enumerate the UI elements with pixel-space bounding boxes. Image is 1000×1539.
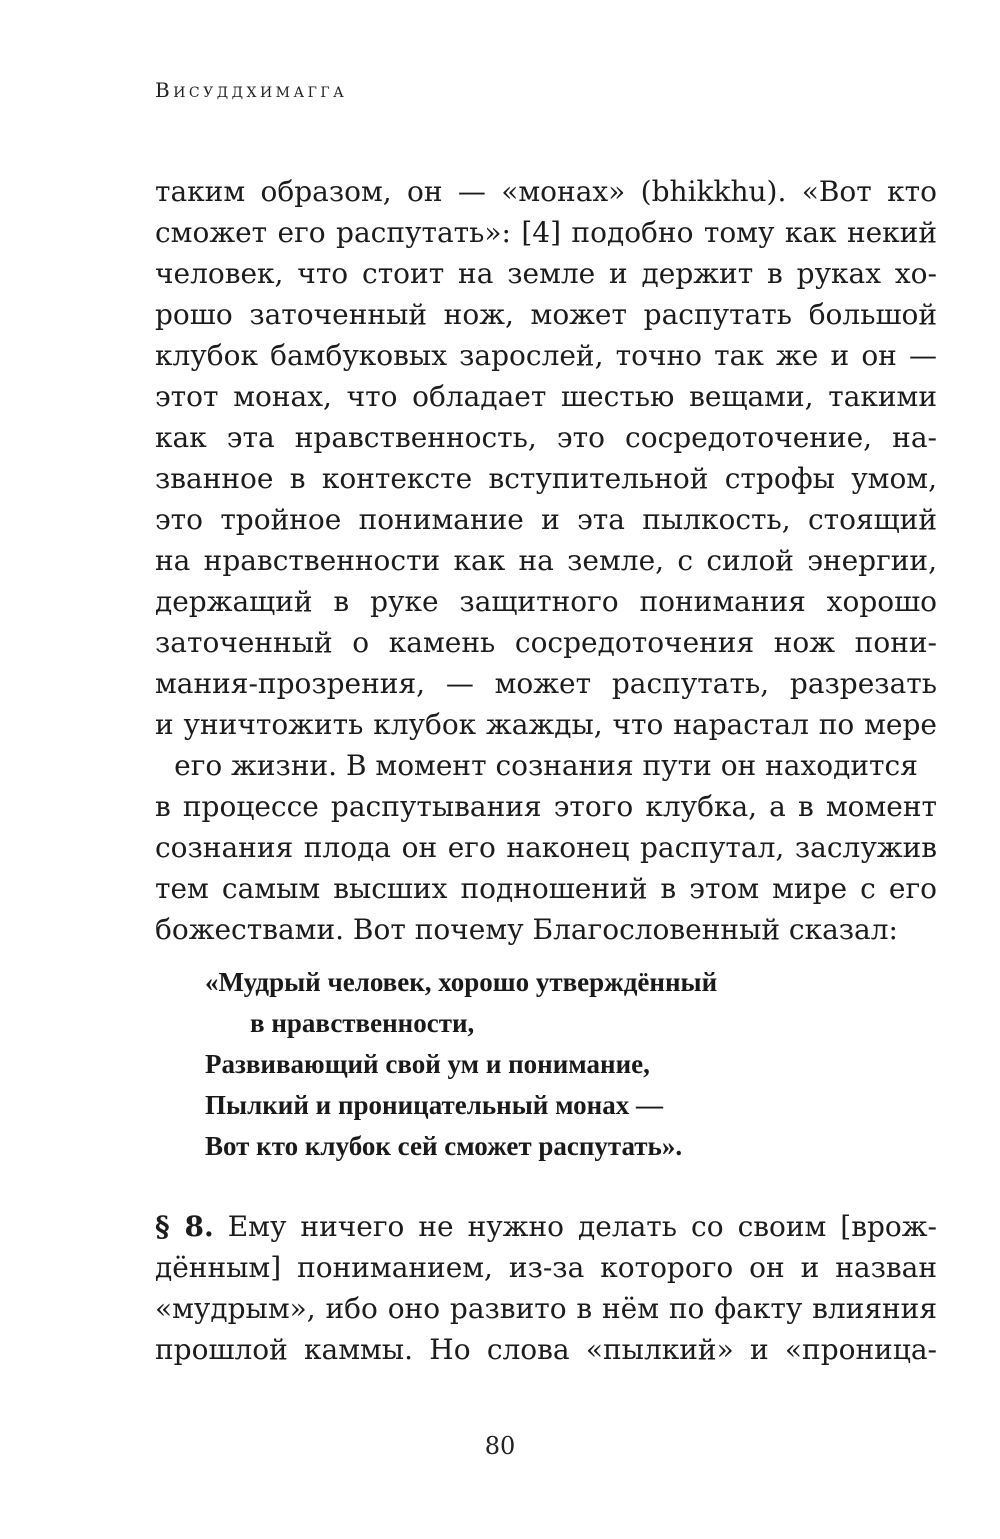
text-line: на нравственности как на земле, с силой энергии, bbox=[155, 544, 937, 577]
text-line: человек, что стоит на земле и держит в руках хо- bbox=[155, 257, 937, 290]
text-line: прошлой каммы. Но слова «пылкий» и «проница- bbox=[155, 1333, 937, 1366]
text-line: дённым] пониманием, из-за которого он и назван bbox=[155, 1251, 937, 1284]
text-line: его жизни. В момент сознания пути он находится bbox=[174, 749, 918, 782]
text-line: званное в контексте вступительной строфы умом, bbox=[155, 462, 937, 495]
text-line: держащий в руке защитного понимания хорошо bbox=[155, 585, 937, 618]
verse-quote bbox=[205, 962, 717, 1167]
page-number: 80 bbox=[484, 1432, 516, 1460]
text-line: и уничтожить клубок жажды, что нарастал по мере bbox=[155, 708, 937, 741]
text-span: Ему ничего не нужно делать со своим [врож- bbox=[227, 1210, 937, 1243]
text-line: этот монах, что обладает шестью вещами, такими bbox=[155, 380, 937, 413]
text-line: это тройное понимание и эта пылкость, стоящий bbox=[155, 503, 937, 536]
text-line: тем самым высших подношений в этом мире с его bbox=[155, 872, 937, 905]
verse-line: Пылкий и проницательный монах — bbox=[205, 1090, 663, 1120]
verse-line: Развивающий свой ум и понимание, bbox=[205, 1049, 650, 1079]
text-line: божествами. Вот почему Благословенный сказал: bbox=[155, 913, 898, 946]
text-line: сознания плода он его наконец распутал, заслужив bbox=[155, 831, 937, 864]
paragraph-1 bbox=[155, 171, 937, 950]
text-line: таким образом, он — «монах» (bhikkhu). «Вот кто bbox=[155, 175, 937, 208]
text-line: «мудрым», ибо оно развито в нём по факту влияния bbox=[155, 1292, 937, 1325]
text-line: рошо заточенный нож, может распутать большой bbox=[155, 298, 937, 331]
text-line: клубок бамбуковых зарослей, точно так же и он — bbox=[155, 339, 937, 372]
text-line: заточенный о камень сосредоточения нож пони- bbox=[155, 626, 937, 659]
text-line: в процессе распутывания этого клубка, а в момент bbox=[155, 790, 937, 823]
section-mark: § 8. bbox=[155, 1210, 214, 1243]
text-line: как эта нравственность, это сосредоточение, на- bbox=[155, 421, 937, 454]
paragraph-2 bbox=[155, 1206, 937, 1370]
running-head: Висуддхимагга bbox=[155, 78, 348, 102]
verse-line: Вот кто клубок сей сможет распутать». bbox=[205, 1131, 683, 1161]
verse-line: «Мудрый человек, хорошо утверждённый bbox=[205, 967, 718, 997]
text-line bbox=[155, 1206, 937, 1247]
text-line: мания-прозрения, — может распутать, разрезать bbox=[155, 667, 937, 700]
verse-line: в нравственности, bbox=[250, 1008, 475, 1038]
text-line: сможет его распутать»: [4] подобно тому как некий bbox=[155, 216, 937, 249]
